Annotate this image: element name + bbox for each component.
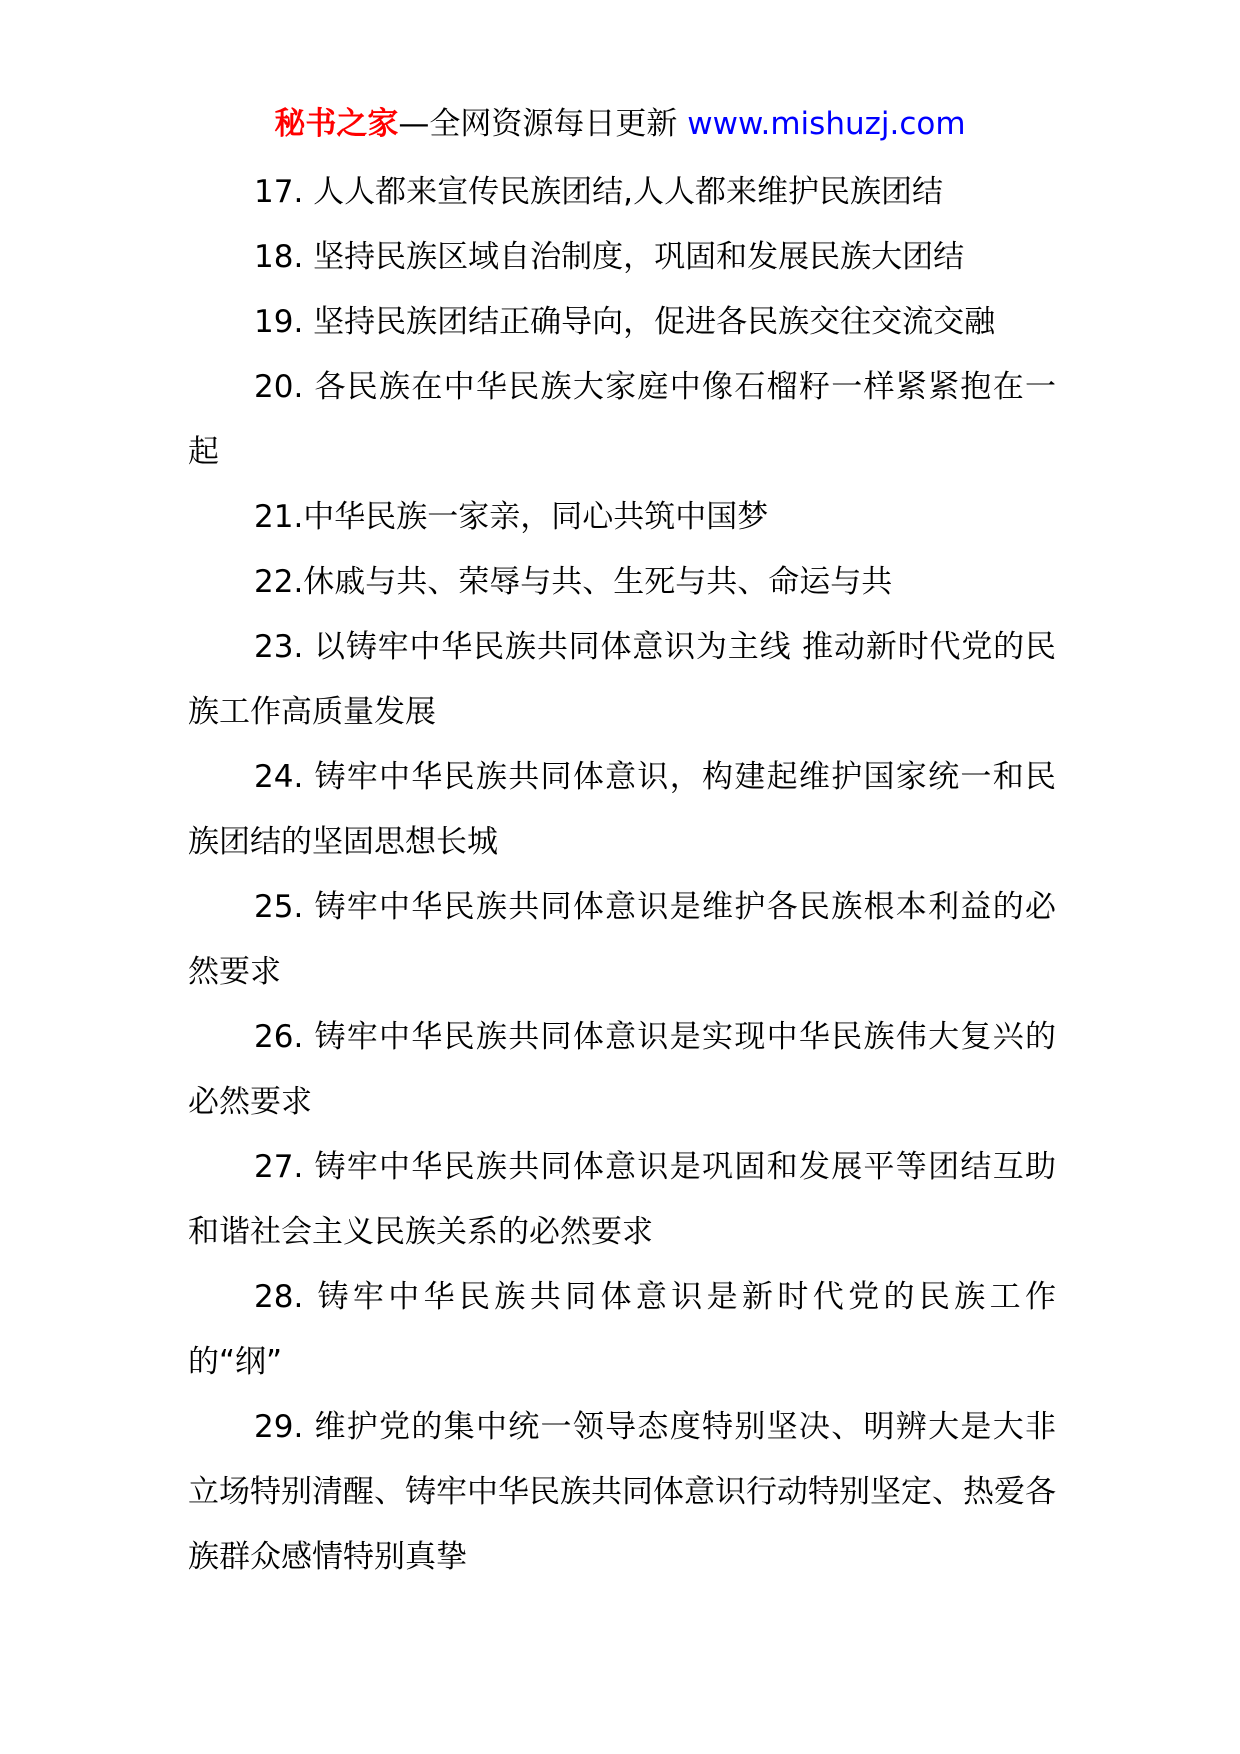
page-header xyxy=(0,104,1240,144)
list-item: 23. 以铸牢中华民族共同体意识为主线 推动新时代党的民族工作高质量发展 xyxy=(188,629,1056,730)
list-item: 28. 铸牢中华民族共同体意识是新时代党的民族工作的“纲” xyxy=(188,1279,1056,1380)
list-item: 22.休戚与共、荣辱与共、生死与共、命运与共 xyxy=(254,564,893,600)
list-item: 27. 铸牢中华民族共同体意识是巩固和发展平等团结互助和谐社会主义民族关系的必然要求 xyxy=(188,1149,1056,1250)
list-item: 20. 各民族在中华民族大家庭中像石榴籽一样紧紧抱在一起 xyxy=(188,369,1056,470)
website-link[interactable]: www.mishuzj.com xyxy=(687,106,966,142)
brand-name: 秘书之家 xyxy=(274,106,399,142)
list-item: 24. 铸牢中华民族共同体意识，构建起维护国家统一和民族团结的坚固思想长城 xyxy=(188,759,1056,860)
header-tagline: —全网资源每日更新 xyxy=(398,106,678,142)
slogan-list xyxy=(188,160,1056,1590)
list-item: 25. 铸牢中华民族共同体意识是维护各民族根本利益的必然要求 xyxy=(188,889,1056,990)
list-item: 18. 坚持民族区域自治制度，巩固和发展民族大团结 xyxy=(254,239,965,275)
list-item: 26. 铸牢中华民族共同体意识是实现中华民族伟大复兴的必然要求 xyxy=(188,1019,1056,1120)
list-item: 21.中华民族一家亲，同心共筑中国梦 xyxy=(254,499,769,535)
list-item: 29. 维护党的集中统一领导态度特别坚决、明辨大是大非立场特别清醒、铸牢中华民族共同体意识行动特别坚定、热爱各族群众感情特别真挚 xyxy=(188,1409,1056,1575)
list-item: 17. 人人都来宣传民族团结,人人都来维护民族团结 xyxy=(254,174,944,210)
list-item: 19. 坚持民族团结正确导向，促进各民族交往交流交融 xyxy=(254,304,996,340)
